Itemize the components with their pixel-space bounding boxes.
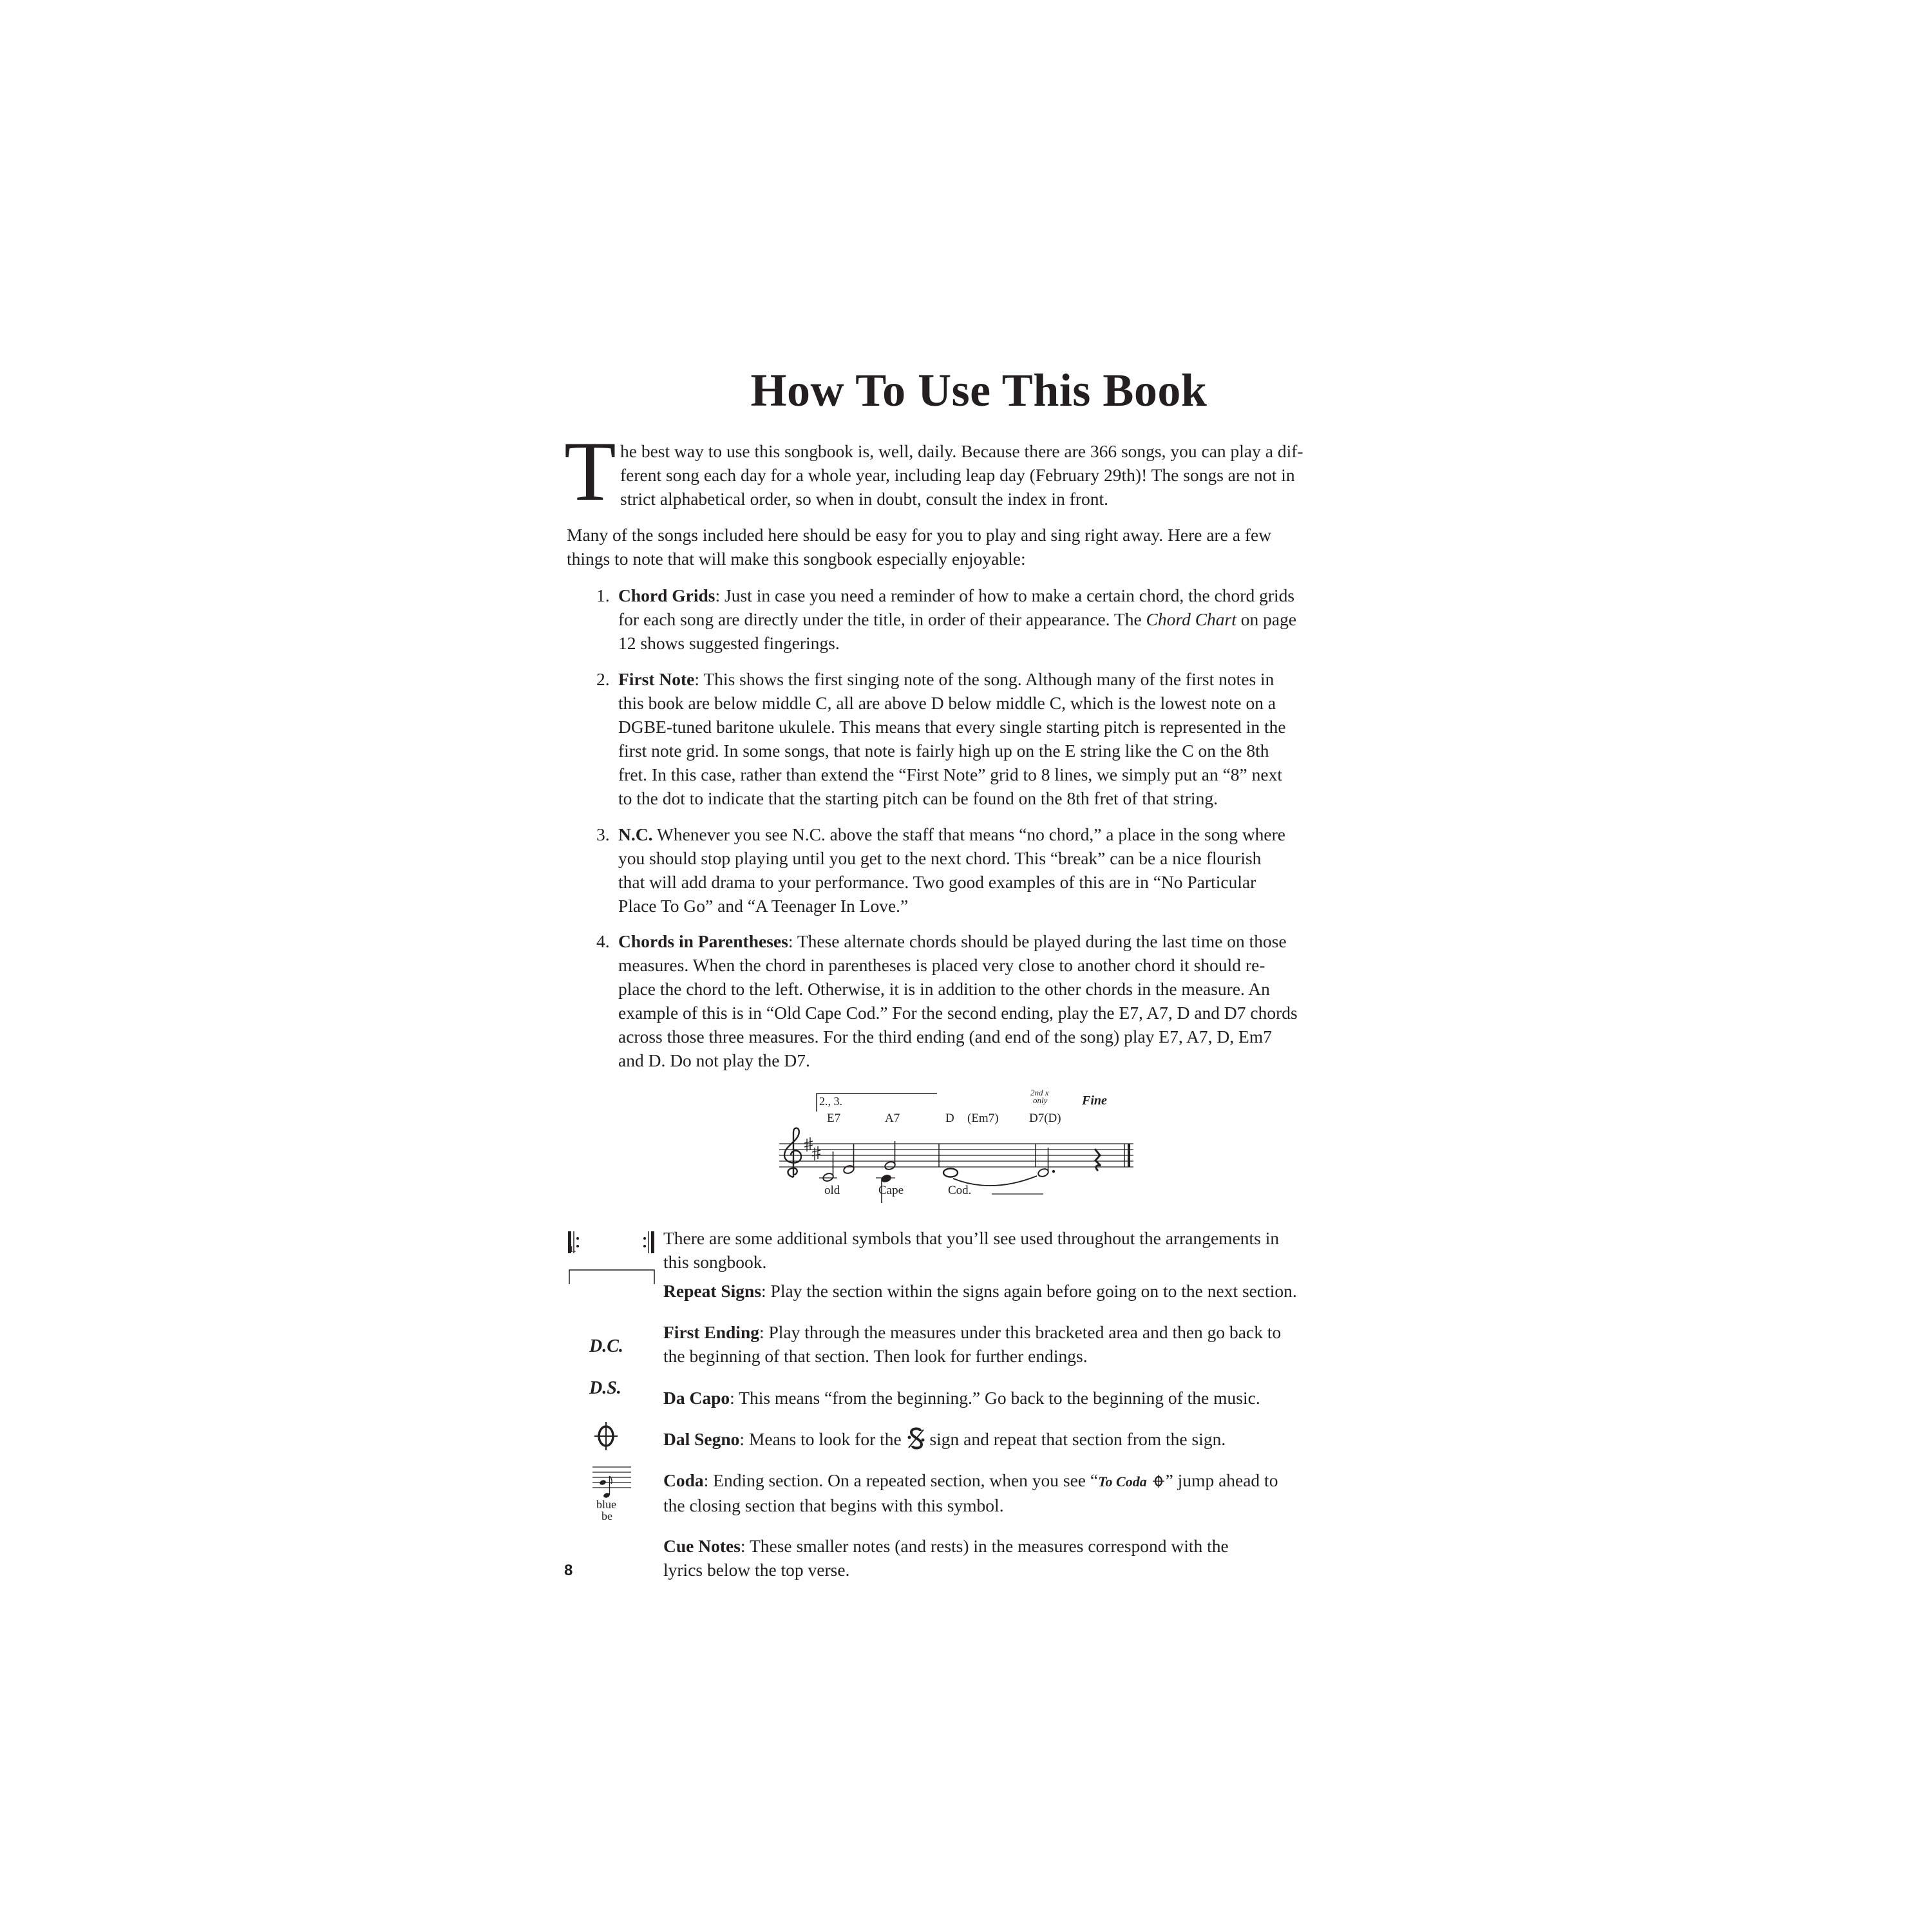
cue-notes-description: Cue Notes: These smaller notes (and rests) in the measures correspond with the lyrics below the top verse. xyxy=(663,1536,1229,1580)
dc-marking: D.C. xyxy=(589,1336,623,1356)
repeat-signs-description: Repeat Signs: Play the section within the signs again before going on to the next section. xyxy=(663,1281,1297,1301)
treble-clef-icon xyxy=(784,1128,801,1177)
second-time-label: only xyxy=(1033,1095,1048,1105)
list-item-chord-grids: Chord Grids: Just in case you need a reminder of how to make a certain chord, the chord grids for each song are directly under the title, in order of their appearance. The Chord Chart on page 12 shows suggested fingerings. xyxy=(618,585,1297,653)
intro-line: strict alphabetical order, so when in doubt, consult the index in front. xyxy=(620,489,1109,509)
intro-line: ferent song each day for a whole year, including leap day (February 29th)! The songs are not in xyxy=(620,465,1295,485)
paragraph-line: Many of the songs included here should be easy for you to play and sing right away. Here are a few xyxy=(567,525,1272,545)
cue-lyric: be xyxy=(601,1510,612,1522)
lyric: old xyxy=(824,1184,840,1197)
coda-small-icon xyxy=(1151,1473,1166,1489)
list-number: 3. xyxy=(596,824,610,844)
coda-description: Coda: Ending section. On a repeated section, when you see “To Coda ” jump ahead to the closing section that begins with this symbol. xyxy=(663,1470,1278,1515)
page-number: 8 xyxy=(564,1562,573,1579)
second-time-label: 2nd x xyxy=(1030,1088,1049,1097)
segno-icon xyxy=(906,1427,925,1450)
key-signature-icon xyxy=(804,1137,820,1160)
chord-symbol: D7(D) xyxy=(1029,1112,1061,1125)
chord-symbol: (Em7) xyxy=(967,1112,999,1125)
first-ending-description: First Ending: Play through the measures under this bracketed area and then go back to the beginning of that section. Then look for further endings. xyxy=(663,1322,1282,1366)
chord-symbol: E7 xyxy=(827,1112,841,1125)
paragraph-line: things to note that will make this songbook especially enjoyable: xyxy=(567,549,1026,569)
lyric: Cod. xyxy=(948,1184,972,1197)
symbols-intro: There are some additional symbols that you’ll see used throughout the arrangements in this songbook. xyxy=(663,1228,1280,1272)
quarter-rest-icon xyxy=(1095,1149,1101,1171)
intro-paragraph xyxy=(620,439,1393,511)
drop-cap: T xyxy=(564,424,616,518)
list-item-term: Chord Grids xyxy=(618,585,715,605)
first-ending-label: 1. xyxy=(569,1245,576,1255)
music-example xyxy=(773,1087,1146,1203)
cue-lyric: blue xyxy=(596,1498,616,1511)
paragraph-many-songs xyxy=(567,523,1391,571)
list-item-first-note: First Note: This shows the first singing note of the song. Although many of the first notes in this book are below middle C, all are above D below middle C, which is the lowest note on a DGBE-tuned baritone ukulele. This means that every single starting pitch is represented in the first note grid. In some songs, that note is fairly high up on the E string like the C on the 8th fret. In this case, rather than extend the “First Note” grid to 8 lines, we simply put an “8” next to the dot to indicate that the starting pitch can be found on the 8th fret of that string. xyxy=(618,669,1286,808)
list-item-chords-parentheses: Chords in Parentheses: These alternate chords should be played during the last time on those measures. When the chord in parentheses is placed very close to another chord it should re- place the chord to the left. Otherwise, it is in addition to the other chords in the measure. An example of this is in “Old Cape Cod.” For the second ending, play the E7, A7, D and D7 chords across those three measures. For the third ending (and end of the song) play E7, A7, D, Em7 and D. Do not play the D7. xyxy=(618,931,1298,1070)
fine-marking: Fine xyxy=(1082,1094,1107,1108)
da-capo-description: Da Capo: This means “from the beginning.” Go back to the beginning of the music. xyxy=(663,1388,1260,1408)
page-title: How To Use This Book xyxy=(750,365,1208,416)
list-item-term: First Note xyxy=(618,669,695,689)
cue-note-icon xyxy=(592,1467,631,1499)
ds-marking: D.S. xyxy=(589,1378,621,1398)
list-number: 2. xyxy=(596,669,610,689)
list-item-term: N.C. xyxy=(618,824,653,844)
to-coda-marking: To Coda xyxy=(1098,1473,1147,1490)
list-item-term: Chords in Parentheses xyxy=(618,931,788,951)
coda-icon xyxy=(594,1422,618,1450)
ending-bracket-label: 2., 3. xyxy=(819,1095,842,1108)
first-ending-bracket-icon xyxy=(569,1270,654,1284)
lyric: Cape xyxy=(878,1184,904,1197)
list-number: 4. xyxy=(596,931,610,951)
repeat-end-icon xyxy=(643,1231,654,1253)
dal-segno-description: Dal Segno: Means to look for the sign and repeat that section from the sign. xyxy=(663,1427,1391,1451)
chord-symbol: D xyxy=(945,1112,954,1125)
list-item-no-chord: N.C. Whenever you see N.C. above the staff that means “no chord,” a place in the song where you should stop playing until you get to the next chord. This “break” can be a nice flourish that will add drama to your performance. Two good examples of this are in “No Particular Place To Go” and “A Teenager In Love.” xyxy=(618,824,1286,916)
intro-line: he best way to use this songbook is, well, daily. Because there are 366 songs, you can play a dif- xyxy=(620,441,1303,461)
chord-symbol: A7 xyxy=(885,1112,900,1125)
list-number: 1. xyxy=(596,585,610,605)
